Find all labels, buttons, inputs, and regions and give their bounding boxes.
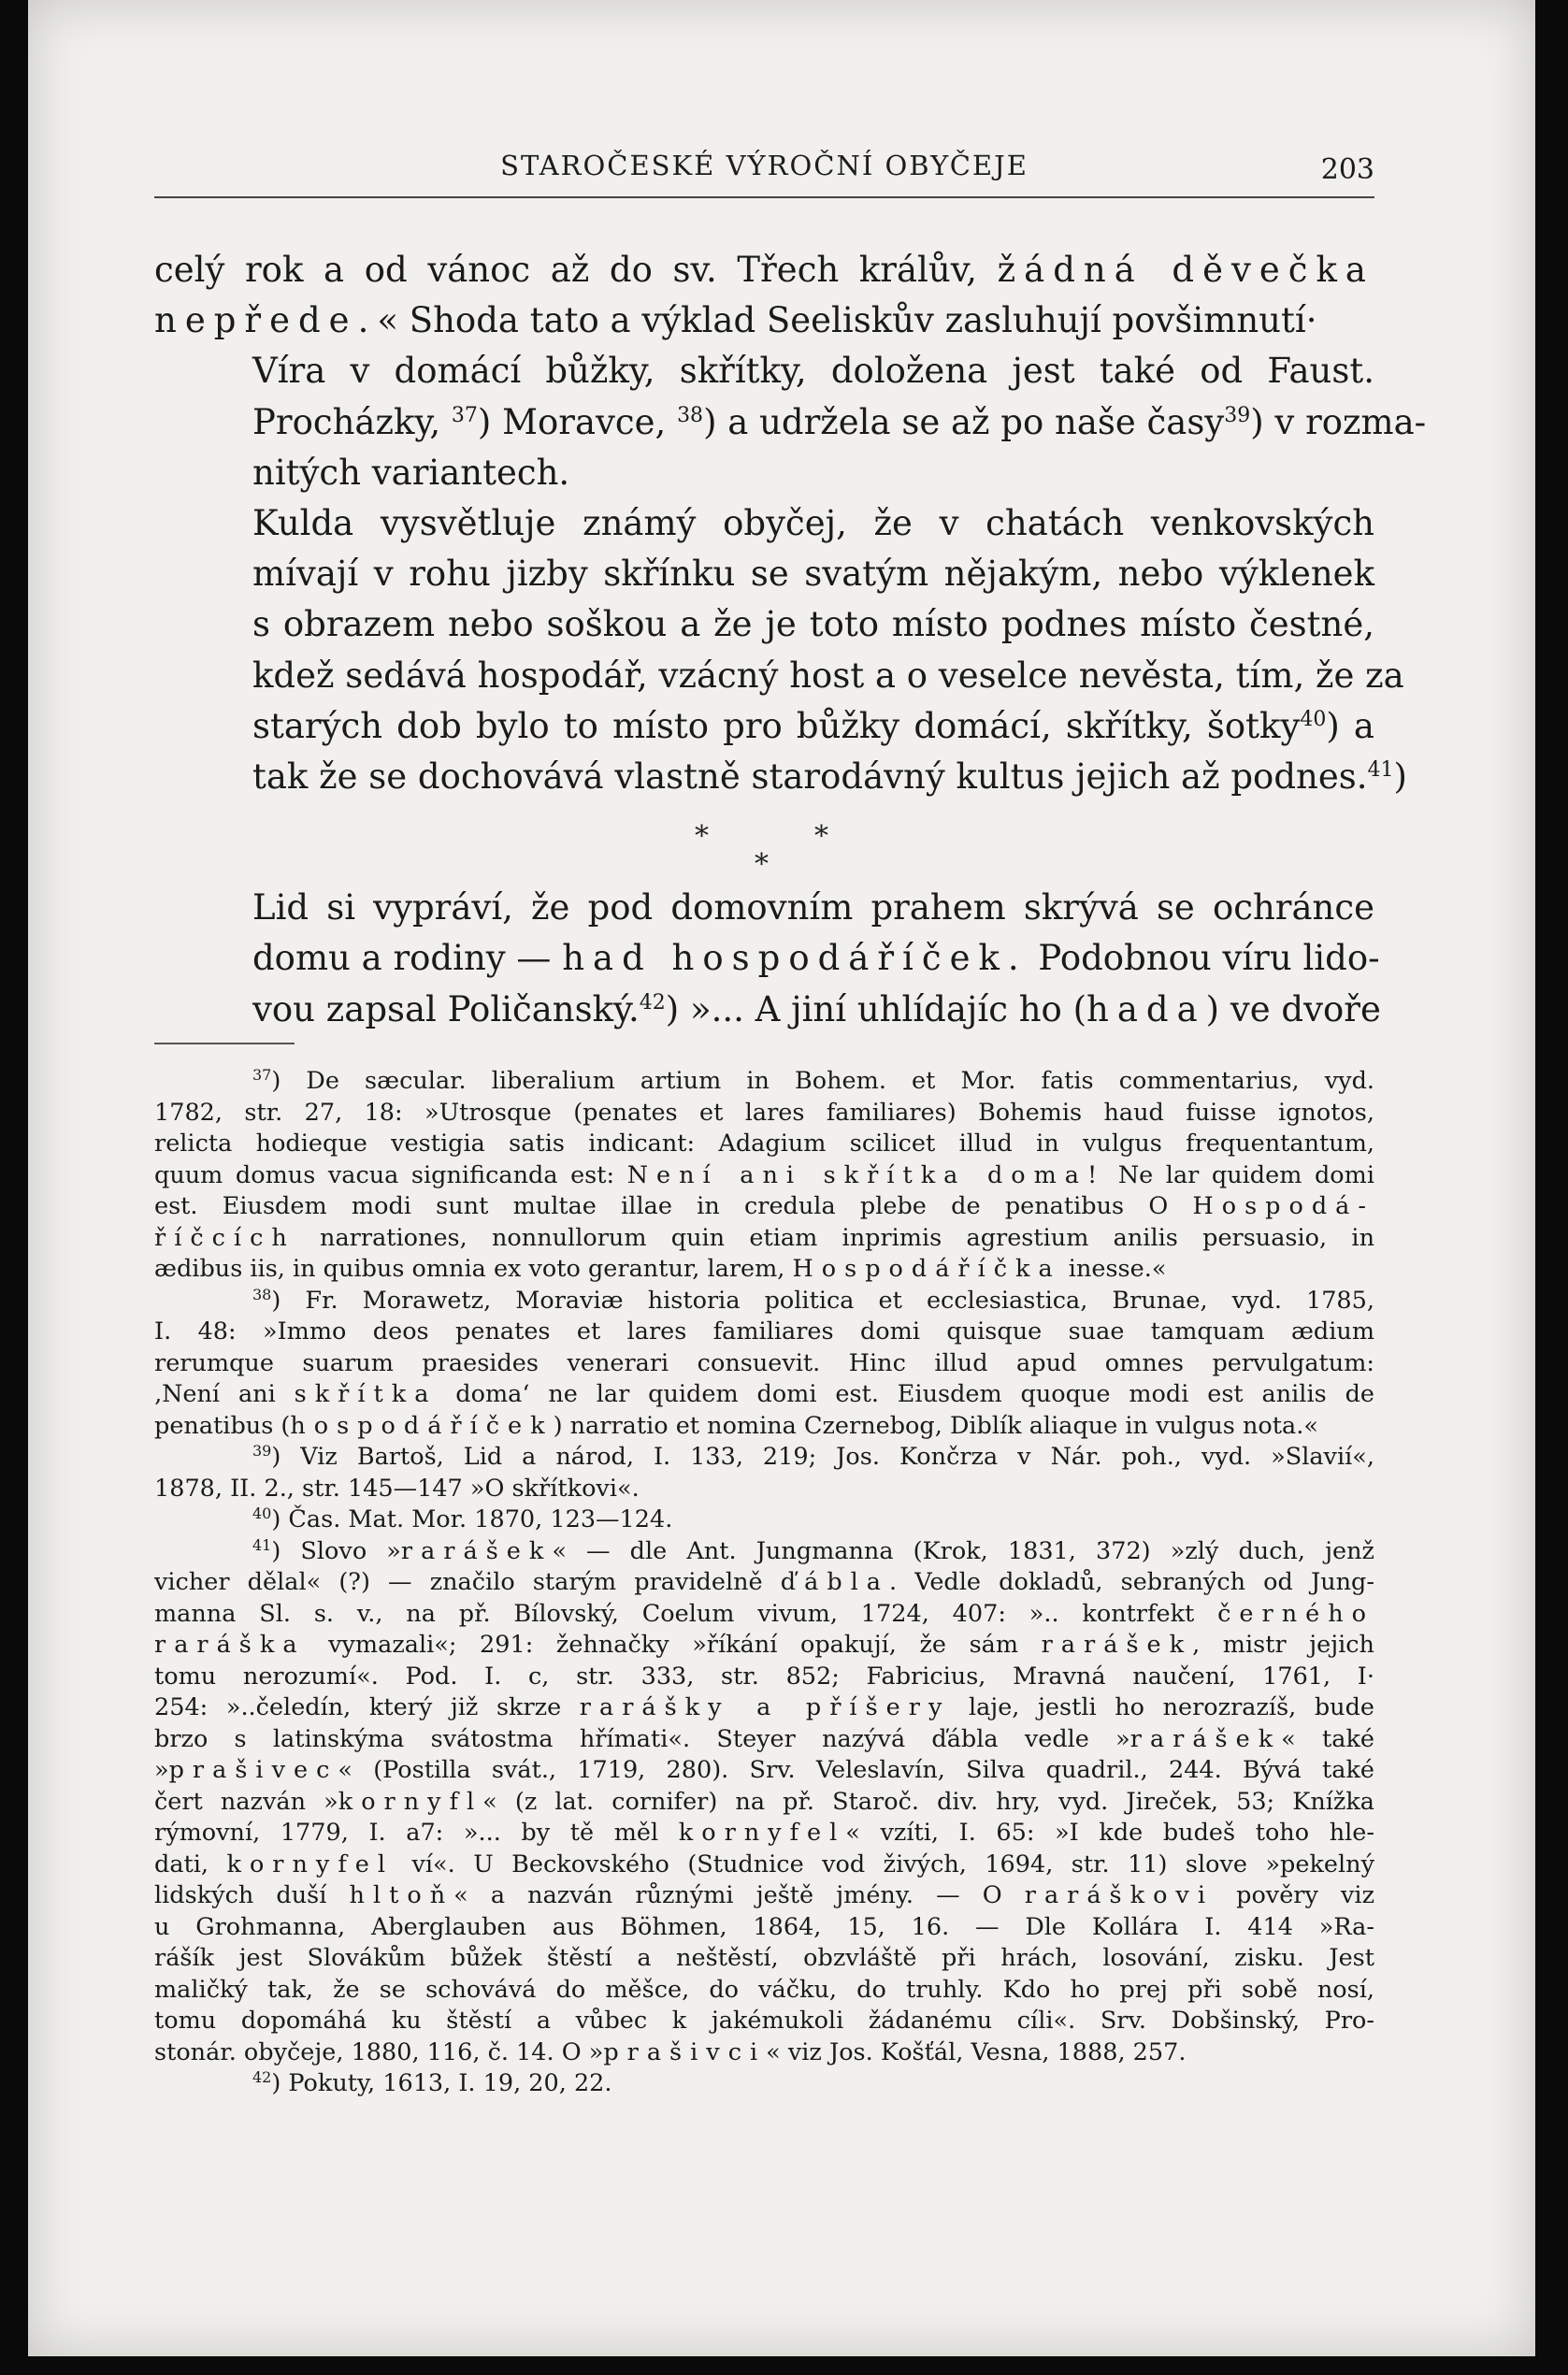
spaced-emphasis: nepřede.	[154, 300, 378, 341]
footnote-line: rerumque suarum praesides venerari consuevit. Hinc illud apud omnes pervulgatum:	[154, 1348, 1374, 1377]
footnote-41: $^{41}$) Slovo »rarášek« — dle Ant. Jungmanna (Krok, 1831, 372) »zlý duch, jenž	[252, 1535, 1374, 1565]
footnote-ref: 39	[1224, 403, 1251, 427]
paragraph-3	[154, 498, 1407, 802]
spaced-emphasis: hada	[1086, 988, 1206, 1029]
footnote-number: 37	[252, 1066, 272, 1084]
footnote-line: vicher dělal« (?) — značilo starým pravidelně ďábla. Vedle dokladů, sebraných od Jung-	[154, 1568, 1374, 1596]
footnote-line: relicta hodieque vestigia satis indicant: Adagium scilicet illud in vulgus frequentantum,	[154, 1130, 1374, 1158]
footnote-39: $^{39}$) Viz Bartoš, Lid a národ, I. 133, 219; Jos. Končrza v Nár. poh., vyd. »Slavií«,	[252, 1442, 1374, 1471]
page-number: 203	[1320, 153, 1374, 186]
section-break-asterisks	[154, 802, 1374, 883]
footnote-line: rýmovní, 1779, I. a7: »... by tě měl kornyfel« vzíti, I. 65: »I kde budeš toho hle-	[154, 1819, 1374, 1847]
footnote-number: 40	[252, 1504, 272, 1522]
asterisk: *	[814, 820, 828, 854]
paragraph-4	[154, 883, 1381, 1035]
footnote-line: maličký tak, že se schovává do měšce, do váčku, do truhly. Kdo ho prej při sobě nosí,	[154, 1975, 1374, 2004]
footnote-38: $^{38}$) Fr. Morawetz, Moraviæ historia politica et ecclesiastica, Brunae, vyd. 1785,	[252, 1285, 1374, 1315]
asterisk: *	[695, 820, 709, 854]
footnote-ref: 40	[1300, 707, 1327, 731]
footnote-line: I. 48: »Immo deos penates et lares familiares domi quisque suae tamquam ædium	[154, 1317, 1374, 1346]
footnote-37: $^{37}$) De sæcular. liberalium artium in Bohem. et Mor. fatis commentarius, vyd.	[252, 1066, 1374, 1095]
footnote-line: tomu dopomáhá ku štěstí a vůbec k jakémukoli žádanému cíli«. Srv. Dobšinský, Pro-	[154, 2007, 1374, 2035]
footnote-line: brzo s latinskýma svátostma hřímati«. Steyer nazývá ďábla vedle »rarášek« také	[154, 1724, 1375, 1753]
footnote-line: ‚Není ani skřítka doma‘ ne lar quidem domi est. Eiusdem quoque modi est anilis de	[154, 1380, 1374, 1408]
asterisk: *	[755, 848, 769, 882]
footnote-line: lidských duší hltoň« a nazván různými ještě jmény. — O raráškovi pověry viz	[154, 1881, 1375, 1909]
footnote-line: 1782, str. 27, 18: »Utrosque (penates et lares familiares) Bohemis haud fuisse ignotos,	[154, 1098, 1374, 1127]
footnote-line: rášík jest Slovákům bůžek štěstí a neštěstí, obzvláště při hrách, losování, zisku. Jest	[154, 1944, 1374, 1972]
footnote-line: quum domus vacua significanda est: Není ani skřítka doma! Ne lar quidem domi	[154, 1160, 1374, 1189]
paragraph-2	[154, 346, 1427, 498]
footnote-40: $^{40}$) Čas. Mat. Mor. 1870, 123—124.	[252, 1504, 673, 1533]
footnote-line: raráška vymazali«; 291: žehnačky »říkání opakují, že sám rarášek, mistr jejich	[154, 1631, 1374, 1659]
paragraph-1	[154, 245, 1374, 346]
footnote-42: $^{42}$) Pokuty, 1613, I. 19, 20, 22.	[252, 2068, 612, 2097]
footnote-number: 39	[252, 1442, 272, 1460]
footnotes	[154, 1066, 1374, 2100]
footnote-line: říčcích narrationes, nonnullorum quin etiam inprimis agrestium anilis persuasio, in	[154, 1223, 1374, 1252]
text-line: kdež sedává hospodář, vzácný host a o veselce nevěsta, tím, že za	[252, 655, 1404, 696]
text-line: mívají v rohu jizby skřínku se svatým nějakým, nebo výklenek	[252, 554, 1374, 595]
footnote-line: »prašivec« (Postilla svát., 1719, 280). Srv. Veleslavín, Silva quadril., 244. Bývá také	[154, 1756, 1374, 1784]
text-line: Víra v domácí bůžky, skřítky, doložena jest také od Faust.	[252, 351, 1374, 392]
footnote-line: 254: »..čeledín, který již skrze rarášky a příšery laje, jestli ho nerozrazíš, bude	[154, 1693, 1375, 1721]
footnote-ref: 41	[1367, 758, 1394, 783]
text-line: nitých variantech.	[252, 452, 570, 493]
footnote-number: 41	[252, 1535, 272, 1554]
book-page	[28, 0, 1535, 2356]
footnote-line: 1878, II. 2., str. 145—147 »O skřítkovi«.	[154, 1474, 640, 1503]
footnote-number: 42	[252, 2068, 272, 2086]
text-line: Kulda vysvětluje známý obyčej, že v chatách venkovských	[252, 503, 1374, 544]
footnote-line: est. Eiusdem modi sunt multae illae in credula plebe de penatibus O Hospodá-	[154, 1192, 1374, 1220]
text-line: vou zapsal Poličanský.$^{42}$) »... A jiní uhlídajíc ho (hada) ve dvoře	[252, 988, 1381, 1029]
text-line: starých dob bylo to místo pro bůžky domácí, skřítky, šotky$^{40}$) a	[252, 705, 1374, 746]
footnote-line: tomu nerozumí«. Pod. I. c, str. 333, str. 852; Fabricius, Mravná naučení, 1761, I·	[154, 1662, 1374, 1691]
text-line: s obrazem nebo soškou a že je toto místo podnes místo čestné,	[252, 604, 1374, 645]
text-line: nepřede.« Shoda tato a výklad Seeliskův zasluhují povšimnutí·	[154, 300, 1317, 341]
footnote-line: manna Sl. s. v., na př. Bílovský, Coelum vivum, 1724, 407: ».. kontrfekt černého	[154, 1599, 1374, 1628]
footnote-line: stonár. obyčeje, 1880, 116, č. 14. O »prašivci« viz Jos. Košťál, Vesna, 1888, 257.	[154, 2037, 1187, 2066]
text-line: domu a rodiny — had hospodáříček. Podobnou víru lido-	[252, 938, 1380, 979]
main-text	[154, 245, 1427, 1035]
footnote-number: 38	[252, 1285, 272, 1303]
text-line: celý rok a od vánoc až do sv. Třech králův, žádná děvečka	[154, 250, 1374, 290]
page-header	[154, 140, 1374, 198]
footnote-line: u Grohmanna, Aberglauben aus Böhmen, 1864, 15, 16. — Dle Kollára I. 414 »Ra-	[154, 1912, 1374, 1941]
footnote-ref: 37	[451, 403, 478, 427]
footnote-separator	[154, 1043, 295, 1044]
text-line: Procházky, $^{37}$) Moravce, $^{38}$) a udržela se až po naše časy$^{39}$) v rozma-	[252, 401, 1427, 442]
footnote-ref: 38	[677, 403, 704, 427]
spaced-emphasis: had hospodáříček.	[562, 938, 1028, 979]
footnote-line: dati, kornyfel ví«. U Beckovského (Studnice vod živých, 1694, str. 11) slove »pekelný	[154, 1850, 1375, 1878]
footnote-line: ædibus iis, in quibus omnia ex voto gerantur, larem, Hospodáříčka inesse.«	[154, 1255, 1167, 1283]
text-line: Lid si vypráví, že pod domovním prahem skrývá se ochránce	[252, 887, 1374, 928]
text-line: tak že se dochovává vlastně starodávný kultus jejich až podnes.$^{41}$)	[252, 756, 1407, 798]
running-head: STAROČESKÉ VÝROČNÍ OBYČEJE	[500, 150, 1029, 181]
footnote-line: čert nazván »kornyfl« (z lat. cornifer) na př. Staroč. div. hry, vyd. Jireček, 53; Knížka	[154, 1787, 1374, 1816]
footnote-ref: 42	[639, 990, 666, 1015]
footnote-line: penatibus (hospodáříček) narratio et nomina Czernebog, Diblík aliaque in vulgus nota.«	[154, 1411, 1318, 1440]
spaced-emphasis: žádná děvečka	[997, 250, 1374, 290]
